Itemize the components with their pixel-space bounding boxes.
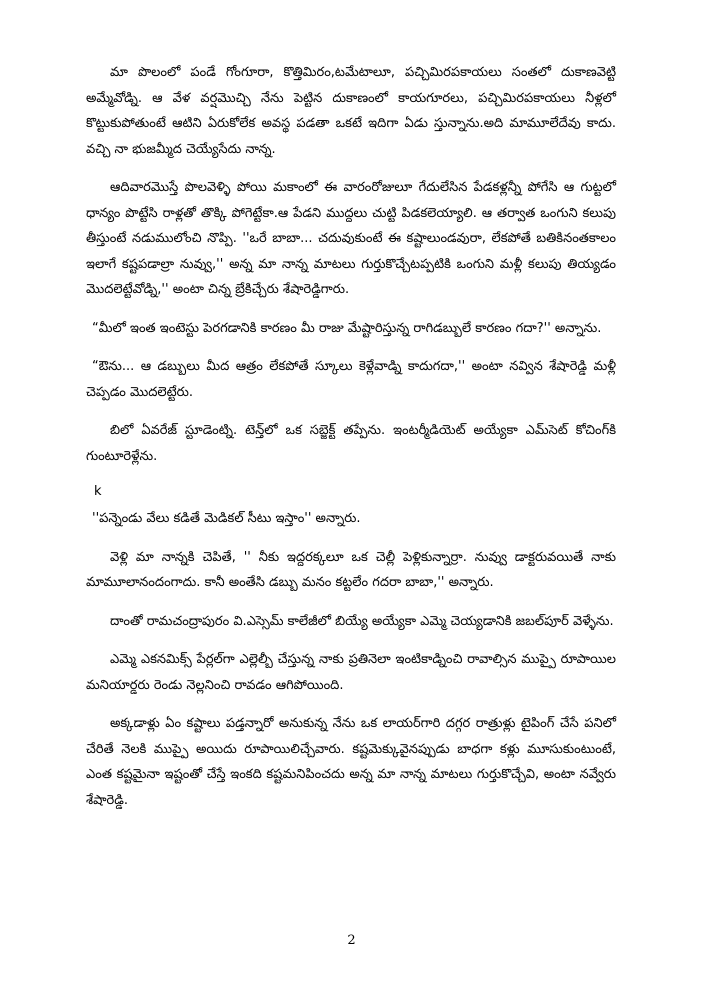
page-number: 2	[347, 933, 356, 948]
paragraph: బిలో ఏవరేజ్ స్టూడెంట్ని. టెన్త్‌లో ఒక సబ్జెక్ట్ తప్పేను. ఇంటర్మీడియెట్ అయ్యేకా ఎమ్‌సెట్ కోచింగ్‌కి గుంటూరెళ్లేను.	[86, 423, 616, 464]
paragraph: ''పన్నెండు వేలు కడితే మెడికల్ సీటు ఇస్తాం'' అన్నారు.	[92, 511, 361, 526]
paragraph: “మీలో ఇంత ఇంటెస్టు పెరగడానికి కారణం మీ రాజు మేష్టారిస్తున్న రాగిడబ్బులే కారణం గదా?'' అన్నాను.	[92, 320, 602, 336]
paragraph: వెళ్లి మా నాన్నకి చెపితే, '' నీకు ఇద్దరక్కలూ ఒక చెల్లీ పెళ్లికున్నార్రా. నువ్వు డాక్టరువయితే నాకు మామూలానందంగాదు. కానీ అంతేసి డబ్బు మనం కట్టలేం గదరా బాబా,'' అన్నారు.	[86, 549, 616, 590]
paragraph: “ఔను... ఆ డబ్బులు మీద ఆత్రం లేకపోతే స్కూలు కెళ్లేవాడ్ని కాదుగదా,'' అంటా నవ్విన శేషారెడ్డి మళ్లీ చెప్పడం మొదలెట్టేరు.	[86, 359, 616, 400]
stray-mark: k	[94, 484, 102, 499]
document-body	[86, 60, 616, 826]
paragraph: ఆదివారమొస్తే పొలవెళ్ళి పోయి మకాంలో ఈ వారంరోజులూ గేదులేసిన పేడకళ్లన్నీ పోగేసి ఆ గుట్టలో ధాన్యం పొట్టేసి రాళ్లతో తొక్కి పోగెట్టేకా.ఆ పేడని ముద్దలు చుట్టి పిడకలెయ్యాలి. ఆ తర్వాత ఒంగుని కలుపు తీస్తుంటే నడుములోంచి నొప్పి. ''ఒరే బాబా... చదువుకుంటే ఈ కష్టాలుండవురా, లేకపోతే బతికినంతకాలం ఇలాగే కష్టపడాల్రా నువ్వు,'' అన్న మా నాన్న మాటలు గుర్తుకొచ్చేటప్పటికి ఒంగుని మళ్లీ కలుపు తియ్యడం మొదలెట్టేవోడ్ని,'' అంటా చిన్న బ్రేకిచ్చేరు శేషారెడ్డిగారు.	[86, 180, 616, 297]
paragraph: మా పొలంలో పండే గోంగూరా, కొత్తిమిరం,టమేటాలూ, పచ్చిమిరపకాయలు సంతలో దుకాణవెట్టి అమ్మేవోడ్ని. ఆ వేళ వర్షమొచ్చి నేను పెట్టిన దుకాణంలో కాయగూరలు, పచ్చిమిరపకాయలు నీళ్లలో కొట్టుకుపోతుంటే ఆటిని ఏరుకోలేక అవస్థ పడతా ఒకటే ఇదిగా ఏడు స్తున్నాను.అది మామూలేదేవు కాదు. వచ్చి నా భుజమ్మీద చెయ్యేసేదు నాన్న.	[86, 65, 616, 157]
paragraph: దాంతో రామచంద్రాపురం వి.ఎస్సెమ్ కాలేజీలో బియ్యే అయ్యేకా ఎమ్మె చెయ్యడానికి జబల్‌పూర్ వెళ్ళేను.	[110, 613, 614, 629]
paragraph: ఎమ్మె ఎకనమిక్స్ పేర్లల్‌గా ఎల్లెల్బీ చేస్తున్న నాకు ప్రతినెలా ఇంటికాడ్నించి రావాల్సిన ముప్పై రూపాయిల మనియార్డరు రెండు నెల్లనించి రావడం ఆగిపోయింది.	[86, 652, 616, 693]
paragraph: అక్కడాళ్లు ఏం కష్టాలు పడ్తన్నారో అనుకున్న నేను ఒక లాయర్‌గారి దగ్గర రాత్రుళ్లు టైపింగ్ చేసే పనిలో చేరితే నెలకి ముప్పై అయిదు రూపాయిలిచ్చేవారు. కష్టమెక్కువైనప్పుడు బాధగా కళ్లు మూసుకుంటుంటే, ఎంత కష్టమైనా ఇష్టంతో చేస్తే ఇంకది కష్టమనిపించదు అన్న మా నాన్న మాటలు గుర్తుకొచ్చేవి, అంటా నవ్వేరు శేషారెడ్డి.	[86, 716, 616, 808]
